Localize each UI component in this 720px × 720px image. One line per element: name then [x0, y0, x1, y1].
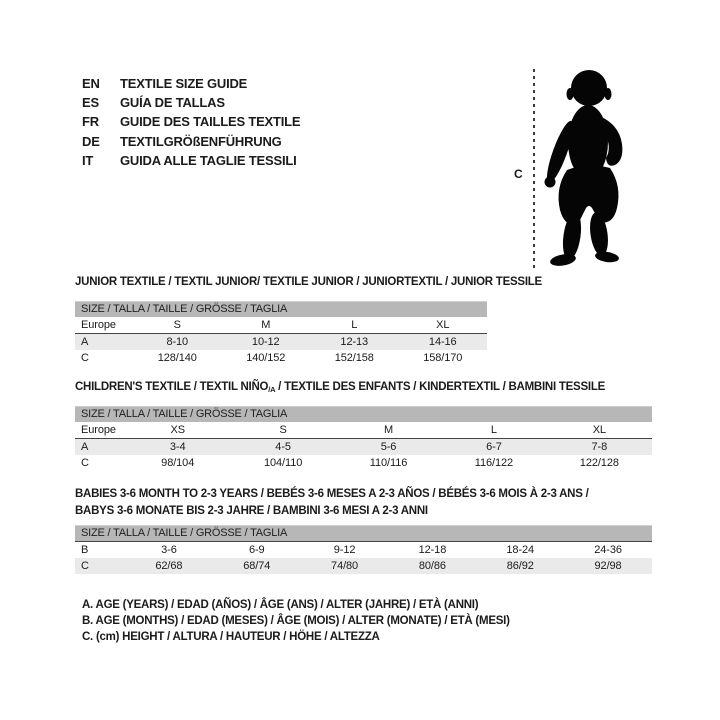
- size-cell: XL: [592, 424, 606, 436]
- table-row-height: [75, 455, 652, 471]
- height-cell: 116/122: [474, 457, 514, 469]
- language-title: GUIDE DES TAILLES TEXTILE: [120, 114, 301, 130]
- row-label: C: [81, 457, 89, 469]
- language-row-fr: [82, 112, 300, 131]
- language-code: ES: [82, 95, 99, 111]
- row-label: C: [81, 560, 89, 572]
- age-cell: 8-10: [166, 336, 189, 348]
- language-title: TEXTILGRÖßENFÜHRUNG: [120, 133, 282, 149]
- row-label: Europe: [81, 319, 116, 331]
- table-row-age: [75, 438, 652, 455]
- language-row-it: [82, 151, 300, 170]
- table-row-europe: [75, 317, 487, 333]
- table-row-age-months: [75, 541, 652, 558]
- age-cell: 3-4: [169, 441, 186, 453]
- babies-title-line2: BABYS 3-6 MONATE BIS 2-3 JAHRE / BAMBINI 3-6 MESI A 2-3 ANNI: [75, 505, 428, 517]
- size-cell: XL: [436, 319, 450, 331]
- language-title: GUÍA DE TALLAS: [120, 95, 225, 111]
- size-header-bar: SIZE / TALLA / TAILLE / GRÖSSE / TAGLIA: [75, 525, 652, 541]
- age-cell: 6-7: [486, 441, 502, 453]
- children-table-title: [75, 381, 652, 394]
- language-code: EN: [82, 76, 100, 91]
- size-cell: M: [383, 424, 394, 436]
- legend-footnotes: [82, 597, 510, 646]
- height-cell: 140/152: [246, 352, 286, 364]
- height-cell: 158/170: [423, 352, 463, 364]
- height-cell: 122/128: [579, 457, 619, 469]
- children-textile-table: [75, 381, 652, 471]
- children-title-sub: /A: [268, 385, 276, 394]
- age-cell: 4-5: [275, 441, 291, 453]
- language-list: [82, 74, 300, 170]
- junior-table-title: JUNIOR TEXTILE / TEXTIL JUNIOR/ TEXTILE JUNIOR / JUNIORTEXTIL / JUNIOR TESSILE: [75, 276, 542, 288]
- height-cell: 92/98: [594, 560, 622, 572]
- height-measure-line: [533, 69, 535, 268]
- language-row-es: [82, 93, 300, 112]
- children-title-post: / TEXTILE DES ENFANTS / KINDERTEXTIL / BAMBINI TESSILE: [275, 381, 606, 393]
- row-label: A: [81, 336, 89, 348]
- language-title: TEXTILE SIZE GUIDE: [120, 76, 248, 91]
- height-cell: 62/68: [155, 560, 183, 572]
- height-cell: 104/110: [263, 457, 303, 469]
- row-label: C: [81, 352, 89, 364]
- table-row-height: [75, 350, 487, 366]
- size-cell: L: [351, 319, 358, 331]
- size-header-bar: SIZE / TALLA / TAILLE / GRÖSSE / TAGLIA: [75, 406, 652, 422]
- size-cell: S: [173, 319, 181, 331]
- language-code: DE: [82, 133, 100, 149]
- height-cell: 74/80: [331, 560, 359, 572]
- age-cell: 24-36: [594, 544, 622, 556]
- language-code: FR: [82, 114, 99, 130]
- junior-textile-table: [75, 276, 542, 366]
- height-cell: 152/158: [334, 352, 374, 364]
- height-cell: 68/74: [243, 560, 271, 572]
- row-label: Europe: [81, 424, 116, 436]
- age-cell: 10-12: [251, 336, 280, 348]
- age-cell: 18-24: [506, 544, 535, 556]
- row-label: B: [81, 544, 89, 556]
- size-cell: L: [490, 424, 497, 436]
- age-cell: 7-8: [591, 441, 608, 453]
- age-cell: 12-13: [340, 336, 369, 348]
- footnote-height: C. (cm) HEIGHT / ALTURA / HAUTEUR / HÖHE / ALTEZZA: [82, 631, 380, 644]
- height-cell: 110/116: [369, 457, 408, 469]
- table-row-europe: [75, 422, 652, 438]
- babies-textile-table: [75, 486, 652, 574]
- children-title-pre: CHILDREN'S TEXTILE / TEXTIL NIÑO: [75, 381, 269, 393]
- language-row-en: [82, 74, 300, 93]
- babies-table-title: [75, 486, 652, 520]
- age-cell: 3-6: [161, 544, 177, 556]
- age-cell: 5-6: [380, 441, 397, 453]
- footnote-age-months: B. AGE (MONTHS) / EDAD (MESES) / ÂGE (MOIS) / ALTER (MONATE) / ETÀ (MESI): [82, 615, 510, 628]
- age-cell: 12-18: [418, 544, 447, 556]
- height-cell: 128/140: [157, 352, 197, 364]
- height-cell: 98/104: [161, 457, 195, 469]
- size-header-bar: SIZE / TALLA / TAILLE / GRÖSSE / TAGLIA: [75, 301, 487, 317]
- row-label: A: [81, 441, 89, 453]
- size-cell: M: [261, 319, 271, 331]
- height-cell: 86/92: [506, 560, 534, 572]
- language-row-de: [82, 132, 300, 151]
- table-row-height: [75, 558, 652, 574]
- language-code: IT: [82, 152, 94, 168]
- footnote-age-years: A. AGE (YEARS) / EDAD (AÑOS) / ÂGE (ANS) / ALTER (JAHRE) / ETÀ (ANNI): [82, 599, 479, 611]
- toddler-silhouette-icon: [543, 68, 627, 268]
- babies-title-line1: BABIES 3-6 MONTH TO 2-3 YEARS / BEBÉS 3-6 MESES A 2-3 AÑOS / BÉBÉS 3-6 MOIS À 2-3 ANS /: [75, 488, 589, 500]
- table-row-age: [75, 333, 487, 350]
- height-cell: 80/86: [418, 560, 446, 572]
- size-cell: S: [279, 424, 287, 436]
- age-cell: 14-16: [428, 336, 457, 348]
- height-measure-label: C: [514, 167, 523, 181]
- age-cell: 9-12: [333, 544, 356, 556]
- size-cell: XS: [170, 424, 185, 436]
- language-title: GUIDA ALLE TAGLIE TESSILI: [120, 152, 297, 168]
- age-cell: 6-9: [248, 544, 265, 556]
